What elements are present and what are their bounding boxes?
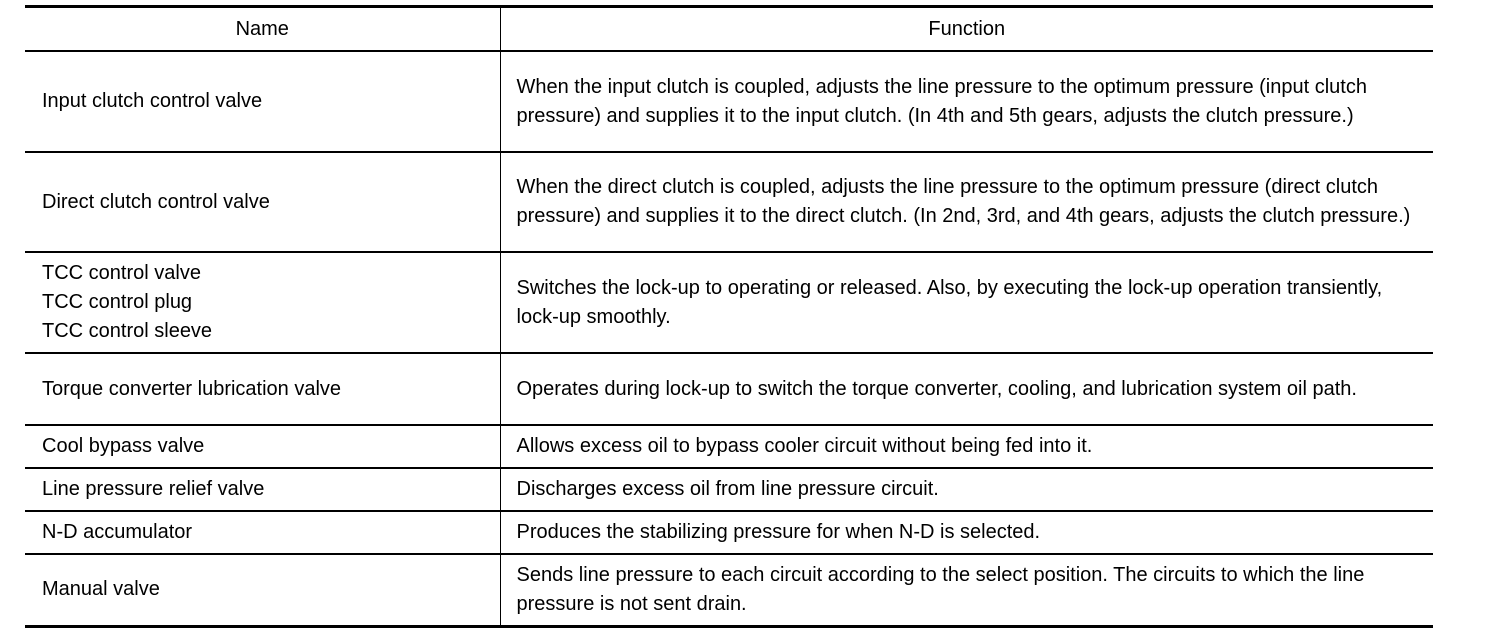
row-function: Produces the stabilizing pressure for when N-D is selected.	[500, 511, 1433, 554]
row-name-cell	[25, 252, 500, 353]
row-function: When the direct clutch is coupled, adjusts the line pressure to the optimum pressure (direct clutch pressure) and supplies it to the direct clutch. (In 2nd, 3rd, and 4th gears, adjusts the clutch pressure.)	[500, 152, 1433, 252]
header-row	[25, 7, 1433, 52]
table-row	[25, 152, 1433, 252]
row-function: When the input clutch is coupled, adjusts the line pressure to the optimum pressure (input clutch pressure) and supplies it to the input clutch. (In 4th and 5th gears, adjusts the clutch pressure.)	[500, 51, 1433, 152]
row-name: N-D accumulator	[42, 521, 193, 543]
row-name: Manual valve	[42, 578, 160, 601]
row-name-cell	[25, 554, 500, 626]
row-function: Switches the lock-up to operating or released. Also, by executing the lock-up operation transiently, lock-up smoothly.	[500, 252, 1433, 353]
row-function: Operates during lock-up to switch the torque converter, cooling, and lubrication system oil path.	[500, 353, 1433, 425]
row-function: Sends line pressure to each circuit according to the select position. The circuits to which the line pressure is not sent drain.	[500, 554, 1433, 626]
row-name: TCC control sleeve	[42, 320, 213, 342]
table-row	[25, 468, 1433, 511]
header-function: Function	[500, 7, 1433, 52]
row-function: Discharges excess oil from line pressure circuit.	[500, 468, 1433, 511]
row-name-cell	[25, 425, 500, 468]
row-name-cell	[25, 51, 500, 152]
table-row	[25, 252, 1433, 353]
table-header	[25, 7, 1433, 52]
valve-function-table-container	[25, 5, 1433, 628]
row-name: Input clutch control valve	[42, 90, 263, 112]
row-name: TCC control valve	[42, 262, 201, 284]
valve-function-table	[25, 5, 1433, 628]
row-function: Allows excess oil to bypass cooler circuit without being fed into it.	[500, 425, 1433, 468]
row-name: Torque converter lubrication valve	[42, 377, 342, 400]
row-name-cell	[25, 511, 500, 554]
table-row	[25, 51, 1433, 152]
table-row	[25, 353, 1433, 425]
table-row	[25, 554, 1433, 626]
row-name: Cool bypass valve	[42, 435, 205, 457]
table-row	[25, 425, 1433, 468]
row-name: Line pressure relief valve	[42, 478, 265, 500]
row-name-cell	[25, 353, 500, 425]
table-body	[25, 51, 1433, 626]
row-name: TCC control plug	[42, 291, 193, 313]
header-name: Name	[25, 7, 500, 52]
row-name-cell	[25, 468, 500, 511]
row-name-cell	[25, 152, 500, 252]
table-row	[25, 511, 1433, 554]
row-name: Direct clutch control valve	[42, 190, 270, 213]
